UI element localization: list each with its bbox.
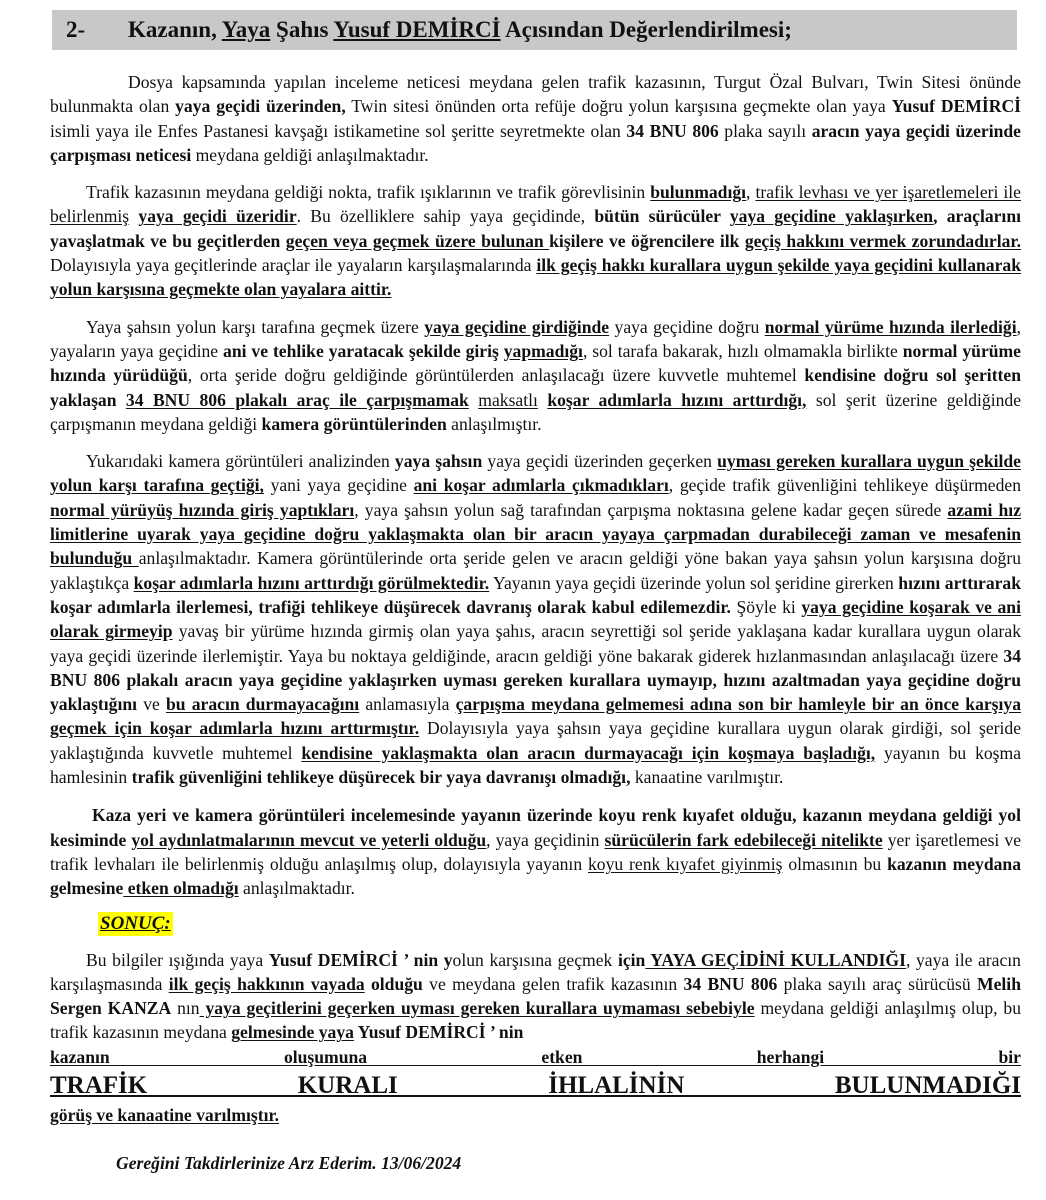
paragraph-3: Yaya şahsın yolun karşı tarafına geçmek üzere yaya geçidine girdiğinde yaya geçidine doğru normal yürüme hızında ilerlediği, yayaların yaya geçidine ani ve tehlike yaratacak şekilde giriş yapmadığı, sol tarafa bakarak, hızlı olmamakla birlikte normal yürüme hızında yürüdüğü, orta şeride doğru geldiğinde görüntülerden anlaşılacağı üzere kuvvetle muhtemel kendisine doğru sol şeritten yaklaşan 34 BNU 806 plakalı araç ile çarpışmamak maksatlı koşar adımlarla hızını arttırdığı, sol şerit üzerine geldiğinde çarpışmanın meydana geldiği kamera görüntülerinden anlaşılmıştır. [50, 316, 1022, 434]
conclusion-heading: SONUÇ: [100, 912, 171, 934]
paragraph-4: Yukarıdaki kamera görüntüleri analizinden yaya şahsın yaya geçidi üzerinden geçerken uyması gereken kurallara uygun şekilde yolun karşı tarafına geçtiği, yani yaya geçidine ani koşar adımlarla çıkmadıkları, geçide trafik güvenliğini tehlikeye düşürmeden normal yürüyüş hızında giriş yaptıkları, yaya şahsın yolun sağ tarafından çarpışma noktasına gelene kadar geçen sürede azami hız limitlerine uyarak yaya geçidine doğru yaklaşmakta olan bir aracın yayaya çarpmadan durabileceği zaman ve mesafenin bulunduğu anlaşılmaktadır. Kamera görüntülerinde orta şeride gelen ve aracın geldiği yöne bakan yaya şahsın yolun karşısına doğru yaklaştıkça koşar adımlarla hızını arttırdığı görülmektedir. Yayanın yaya geçidi üzerinde yolun sol şeridine girerken hızını arttırarak koşar adımlarla ilerlemesi, trafiği tehlikeye düşürecek davranış olarak kabul edilemezdir. Şöyle ki yaya geçidine koşarak ve ani olarak girmeyip yavaş bir yürüme hızında girmiş olan yaya şahıs, aracın seyrettiği sol şeride yaklaşana kadar kurallara uygun olarak yaya geçidi üzerinde ilerlemiştir. Yaya bu noktaya geldiğinde, aracın geldiği yöne bakarak giderek hızlanmasından anlaşılacağı üzere 34 BNU 806 plakalı aracın yaya geçidine yaklaşırken uyması gereken kurallara uymayıp, hızını azaltmadan yaya geçidine doğru yaklaştığını ve bu aracın durmayacağını anlamasıyla çarpışma meydana gelmemesi adına son bir hamleyle bir an önce karşıya geçmek için koşar adımlarla hızını arttırmıştır. Dolayısıyla yaya şahsın yaya geçidine kurallara uygun olarak girdiği, sol şeride yaklaştığında kuvvetle muhtemel kendisine yaklaşmakta olan aracın durmayacağı için koşmaya başladığı, yayanın bu koşma hamlesinin trafik güvenliğini tehlikeye düşürecek bir yaya davranışı olmadığı, kanaatine varılmıştır. [50, 451, 1022, 788]
conclusion-line-gorus: görüş ve kanaatine varılmıştır. [50, 1104, 280, 1125]
section-heading [52, 10, 1017, 50]
section-number: 2- [66, 16, 86, 42]
conclusion-line-kazanin: kazanın oluşumuna etken herhangi bir [50, 1046, 1021, 1067]
section-title: Kazanın, Yaya Şahıs Yusuf DEMİRCİ Açısından Değerlendirilmesi; [128, 16, 792, 42]
paragraph-2: Trafik kazasının meydana geldiği nokta, trafik ışıklarının ve trafik görevlisinin bulunmadığı, trafik levhası ve yer işaretlemeleri ile belirlenmiş yaya geçidi üzeridir. Bu özelliklere sahip yaya geçidinde, bütün sürücüler yaya geçidine yaklaşırken, araçlarını yavaşlatmak ve bu geçitlerden geçen veya geçmek üzere bulunan kişilere ve öğrencilere ilk geçiş hakkını vermek zorundadırlar. Dolayısıyla yaya geçitlerinde araçlar ile yayaların karşılaşmalarında ilk geçiş hakkı kurallara uygun şekilde yaya geçidini kullanarak yolun karşısına geçmekte olan yayalara aittir. [50, 182, 1021, 300]
conclusion-line-trafik: TRAFİK KURALI İHLALİNİN BULUNMADIĞI [50, 1071, 1021, 1099]
paragraph-conclusion: Bu bilgiler ışığında yaya Yusuf DEMİRCİ ’ nin yolun karşısına geçmek için YAYA GEÇİDİNİ KULLANDIĞI, yaya ile aracın karşılaşmasında ilk geçiş hakkının vayada olduğu ve meydana gelen trafik kazasının 34 BNU 806 plaka sayılı araç sürücüsü Melih Sergen KANZA nın yaya geçitlerini geçerken uyması gereken kurallara uymaması sebebiyle meydana geldiği anlaşılmış olup, bu trafik kazasının meydana gelmesinde yaya Yusuf DEMİRCİ ’ nin [50, 949, 1021, 1043]
closing-signature-line: Gereğini Takdirlerinize Arz Ederim. 13/06/2024 [116, 1153, 462, 1174]
paragraph-5: Kaza yeri ve kamera görüntüleri incelemesinde yayanın üzerinde koyu renk kıyafet olduğu, kazanın meydana geldiği yol kesiminde yol aydınlatmalarının mevcut ve yeterli olduğu, yaya geçidinin sürücülerin fark edebileceği nitelikte yer işaretlemesi ve trafik levhaları ile belirlenmiş olduğu anlaşılmış olup, dolayısıyla yayanın koyu renk kıyafet giyinmiş olmasının bu kazanın meydana gelmesine etken olmadığı anlaşılmaktadır. [50, 805, 1022, 899]
conclusion-heading-wrap [50, 911, 1021, 936]
paragraph-1: Dosya kapsamında yapılan inceleme neticesi meydana gelen trafik kazasının, Turgut Özal Bulvarı, Twin Sitesi önünde bulunmakta olan yaya geçidi üzerinden, Twin sitesi önünden orta refüje doğru yolun karşısına geçmekte olan yaya Yusuf DEMİRCİ isimli yaya ile Enfes Pastanesi kavşağı istikametine sol şeritte seyretmekte olan 34 BNU 806 plaka sayılı aracın yaya geçidi üzerinde çarpışması neticesi meydana geldiği anlaşılmaktadır. [50, 72, 1021, 165]
